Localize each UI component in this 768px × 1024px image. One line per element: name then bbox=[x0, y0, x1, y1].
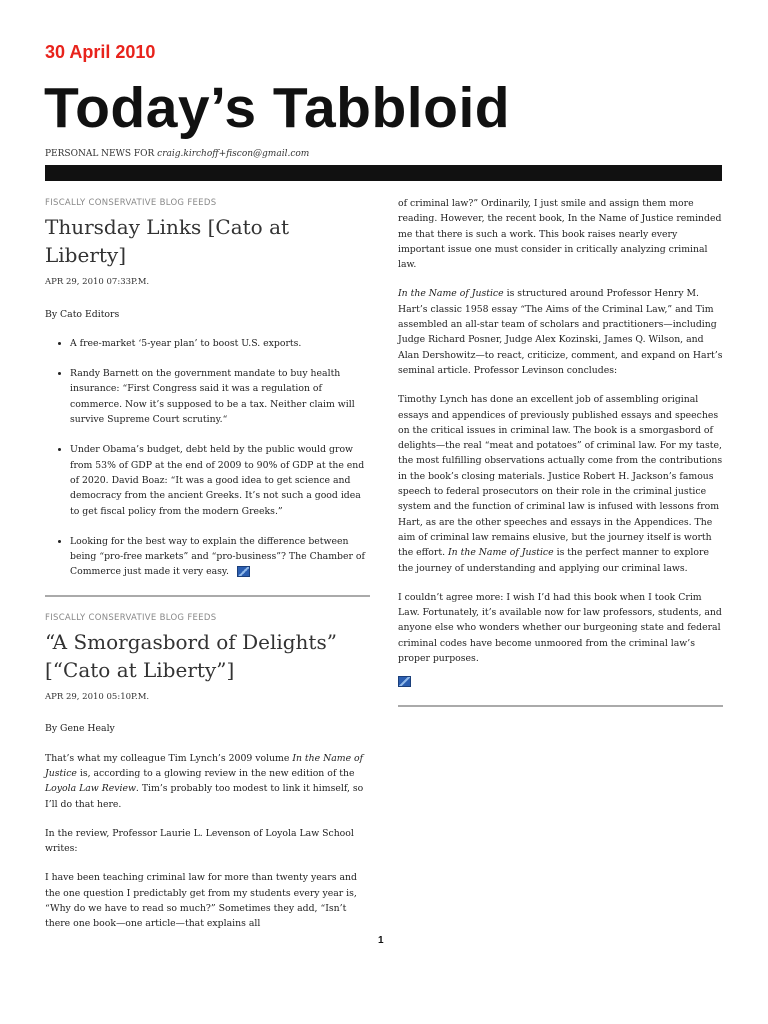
article-smorgasbord bbox=[45, 611, 370, 932]
block-quote-continued: of criminal law?” Ordinarily, I just smile and assign them more reading. However, the recent book, In the Name of Justice reminded me that there is such a work. This book raises nearly every important issue one must consider in critically analyzing criminal law. bbox=[398, 198, 722, 271]
article-title[interactable]: “A Smorgasbord of Delights” [“Cato at Liberty”] bbox=[45, 630, 337, 683]
block-quote: I have been teaching criminal law for more than twenty years and the one question I predictably get from my students every year is, “Why do we have to read so much?” Sometimes they add, “Isn’t there one book—one article—that explains all bbox=[45, 872, 357, 930]
share-icon[interactable] bbox=[237, 566, 250, 577]
article-paragraph: In the Name of Justice is structured around Professor Henry M. Hart’s classic 1958 essay “The Aims of the Criminal Law,” and Tim assembled an all-star team of scholars and practitioners—including Judge Richard Posner, Judge Alex Kozinski, James Q. Wilson, and Alan Dershowitz—to react, criticize, comment, and expand on Hart’s seminal article. Professor Levinson concludes: bbox=[398, 288, 723, 376]
article-title[interactable]: Thursday Links [Cato at Liberty] bbox=[45, 215, 290, 268]
header-divider-bar bbox=[45, 165, 722, 181]
page-number: 1 bbox=[378, 935, 384, 946]
subscriber-email: craig.kirchoff+fiscon@gmail.com bbox=[157, 149, 310, 159]
left-column bbox=[45, 196, 370, 946]
feed-label: FISCALLY CONSERVATIVE BLOG FEEDS bbox=[45, 198, 217, 208]
personal-news-line bbox=[45, 149, 309, 159]
article-byline: By Cato Editors bbox=[45, 308, 120, 320]
list-item[interactable]: • Randy Barnett on the government mandate to buy health insurance: “First Congress said it was a regulation of commerce. Now it’s supposed to be a tax. Neither claim will survive Supreme Court scrutiny.“ bbox=[70, 366, 370, 427]
article-date: APR 29, 2010 05:10P.M. bbox=[45, 692, 150, 703]
article-paragraph: In the review, Professor Laurie L. Levenson of Loyola Law School writes: bbox=[45, 827, 354, 855]
feed-label: FISCALLY CONSERVATIVE BLOG FEEDS bbox=[45, 612, 217, 623]
article-paragraph: That’s what my colleague Tim Lynch’s 2009 volume In the Name of Justice is, according to a glowing review in the new edition of the Loyola Law Review. Tim’s probably too modest to link it himself, so I’ll do that here. bbox=[45, 752, 364, 810]
article-end-divider bbox=[398, 705, 723, 707]
link-list bbox=[45, 336, 370, 580]
article-date: APR 29, 2010 07:33P.M. bbox=[45, 277, 150, 288]
article-thursday-links bbox=[45, 196, 370, 580]
issue-date: 30 April 2010 bbox=[45, 42, 156, 62]
list-item[interactable]: • A free-market ‘5-year plan’ to boost U.S. exports. bbox=[70, 336, 370, 351]
list-item[interactable]: • Under Obama’s budget, debt held by the public would grow from 53% of GDP at the end of 2009 to 90% of GDP at the end of 2020. David Boaz: “It was a good idea to get science and democracy from the ancient Greeks. It’s not such a good idea to get fiscal policy from the modern Greeks.” bbox=[70, 442, 370, 518]
block-quote: Timothy Lynch has done an excellent job of assembling original essays and appendices of previously published essays and speeches on the critical issues in criminal law. The book is a smorgasbord of delights—the real “meat and potatoes” of criminal law. For my taste, the most fulfilling observations actually come from the contributions in the book’s closing materials. Justice Robert H. Jackson’s famous speech to federal prosecutors on their role in the criminal justice system and the function of criminal law is infused with lessons from Hart, as are the other speeches and essays in the Appendices. The aim of criminal law remains elusive, but the journey itself is worth the effort. In the Name of Justice is the perfect manner to explore the journey of understanding and applying our criminal laws. bbox=[398, 394, 723, 574]
right-column bbox=[398, 196, 723, 690]
article-paragraph: I couldn’t agree more: I wish I’d had this book when I took Crim Law. Fortunately, it’s available now for law professors, students, and anyone else who wonders whether our burgeoning state and federal criminal codes have become unmoored from the criminal law’s proper purposes. bbox=[398, 591, 722, 665]
share-icon[interactable] bbox=[398, 676, 411, 687]
masthead-title: Today’s Tabbloid bbox=[44, 76, 511, 140]
article-divider bbox=[45, 595, 370, 597]
article-byline: By Gene Healy bbox=[45, 723, 115, 735]
personal-prefix: PERSONAL NEWS FOR bbox=[45, 149, 155, 159]
list-item[interactable]: • Looking for the best way to explain the difference between being “pro-free markets” and “pro-business”? The Chamber of Commerce just made it very easy. bbox=[70, 534, 370, 580]
